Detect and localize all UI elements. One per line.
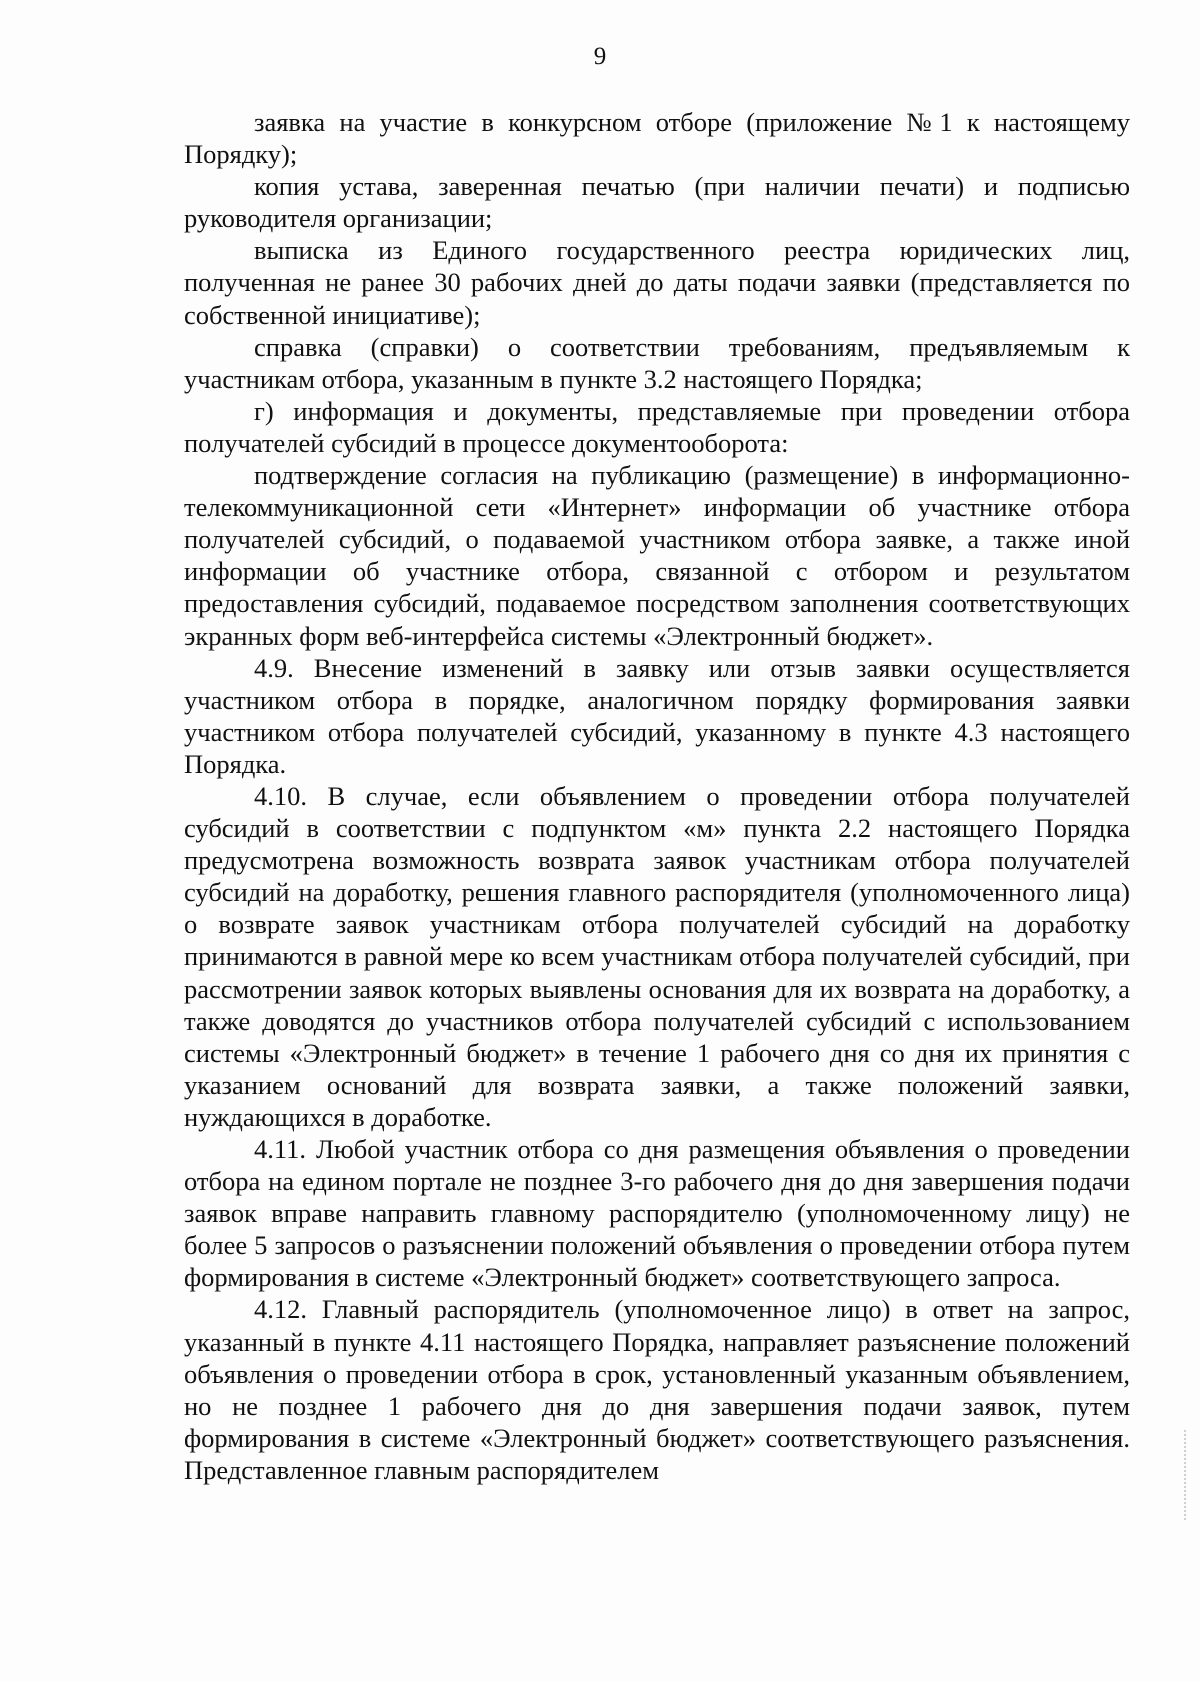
page-number: 9	[593, 43, 607, 70]
paragraph-compliance-certificate: справка (справки) о соответствии требованиям, предъявляемым к участникам отбора, указанным в пункте 3.2 настоящего Порядка;	[184, 331, 1130, 394]
document-body	[184, 106, 1130, 1486]
paragraph-4-9: 4.9. Внесение изменений в заявку или отзыв заявки осуществляется участником отбора в порядке, аналогичном порядку формирования заявки участником отбора получателей субсидий, указанному в пункте 4.3 настоящего Порядка.	[184, 652, 1130, 779]
paragraph-item-g: г) информация и документы, представляемые при проведении отбора получателей субсидий в процессе документооборота:	[184, 395, 1130, 458]
paragraph-register-extract: выписка из Единого государственного реестра юридических лиц, полученная не ранее 30 рабочих дней до даты подачи заявки (представляется по собственной инициативе);	[184, 235, 1130, 330]
paragraph-publication-consent: подтверждение согласия на публикацию (размещение) в информационно-телекоммуникационной сети «Интернет» информации об участнике отбора получателей субсидий, о подаваемой участником отбора заявке, а также иной информации об участнике отбора, связанной с отбором и результатом предоставления субсидий, подаваемое посредством заполнения соответствующих экранных форм веб-интерфейса системы «Электронный бюджет».	[184, 460, 1130, 651]
paragraph-charter-copy: копия устава, заверенная печатью (при наличии печати) и подписью руководителя организации;	[184, 171, 1130, 234]
paragraph-4-12: 4.12. Главный распорядитель (уполномоченное лицо) в ответ на запрос, указанный в пункте 4.11 настоящего Порядка, направляет разъяснение положений объявления о проведении отбора в срок, установленный указанным объявлением, но не позднее 1 рабочего дня до дня завершения подачи заявок, путем формирования в системе «Электронный бюджет» соответствующего разъяснения. Представленное главным распорядителем	[184, 1294, 1130, 1485]
paragraph-application: заявка на участие в конкурсном отборе (приложение №1 к настоящему Порядку);	[184, 107, 1130, 170]
paragraph-4-10: 4.10. В случае, если объявлением о проведении отбора получателей субсидий в соответствии с подпунктом «м» пункта 2.2 настоящего Порядка предусмотрена возможность возврата заявок участникам отбора получателей субсидий на доработку, решения главного распорядителя (уполномоченного лица) о возврате заявок участникам отбора получателей субсидий на доработку принимаются в равной мере ко всем участникам отбора получателей субсидий, при рассмотрении заявок которых выявлены основания для их возврата на доработку, а также доводятся до участников отбора получателей субсидий с использованием системы «Электронный бюджет» в течение 1 рабочего дня со дня их принятия с указанием оснований для возврата заявки, а также положений заявки, нуждающихся в доработке.	[184, 780, 1130, 1132]
paragraph-4-11: 4.11. Любой участник отбора со дня размещения объявления о проведении отбора на едином портале не позднее 3-го рабочего дня до дня завершения подачи заявок вправе направить главному распорядителю (уполномоченному лицу) не более 5 запросов о разъяснении положений объявления о проведении отбора путем формирования в системе «Электронный бюджет» соответствующего запроса.	[184, 1134, 1130, 1293]
scan-edge-marks	[1184, 1430, 1188, 1520]
